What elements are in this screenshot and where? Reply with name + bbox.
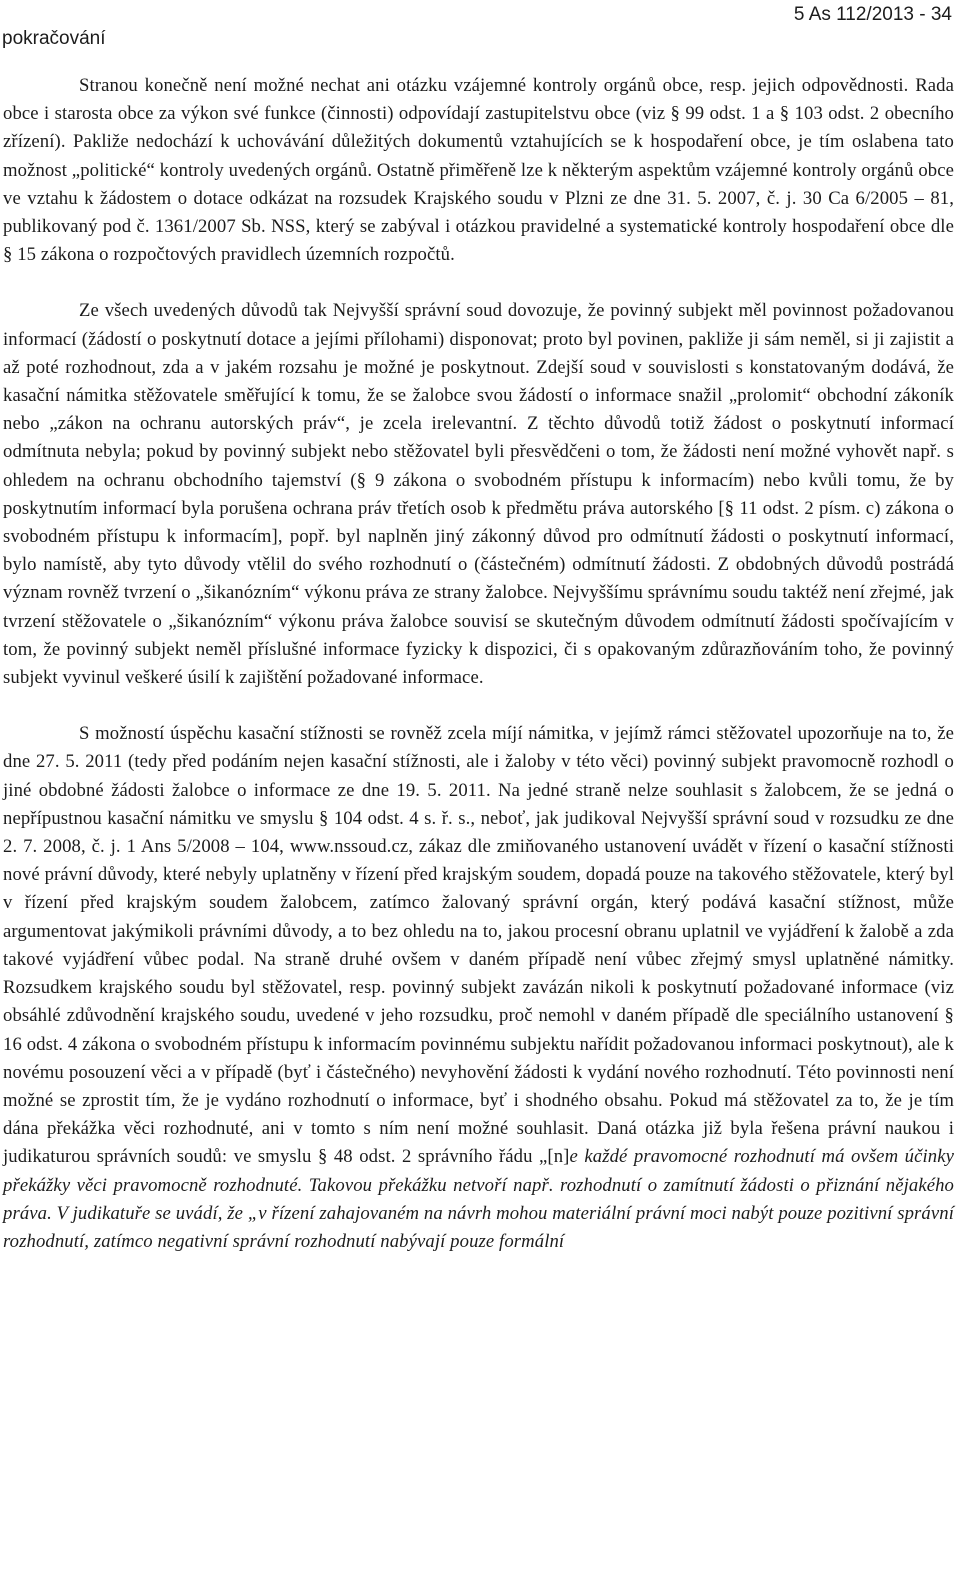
case-number: 5 As 112/2013 - 34 [793, 4, 952, 25]
paragraph-mutual-control: Stranou konečně není možné nechat ani otázku vzájemné kontroly orgánů obce, resp. jejich odpovědnosti. Rada obce i starosta obce za výkon své funkce (činnosti) odpovídají zastupitelstvu obce (viz § 99 odst. 1 a § 103 odst. 2 obecního zřízení). Pakliže nedochází k uchovávání důležitých dokumentů vztahujících se k hospodaření obce, je tím oslabena tato možnost „politické“ kontroly uvedených orgánů. Ostatně přiměřeně lze k některým aspektům vzájemné kontroly orgánů obce ve vztahu k žádostem o dotace odkázat na rozsudek Krajského soudu v Plzni ze dne 31. 5. 2007, č. j. 30 Ca 6/2005 – 81, publikovaný pod č. 1361/2007 Sb. NSS, který se zabýval i otázkou pravidelné a systematické kontroly hospodaření obce dle § 15 zákona o rozpočtových pravidlech územních rozpočtů. [3, 75, 954, 266]
document-body [3, 72, 954, 1256]
continuation-label: pokračování [2, 28, 106, 49]
paragraph-res-judicata-text: S možností úspěchu kasační stížnosti se rovněž zcela míjí námitka, v jejímž rámci stěžovatel upozorňuje na to, že dne 27. 5. 2011 (tedy před podáním nejen kasační stížnosti, ale i žaloby v této věci) povinný subjekt pravomocně rozhodl o jiné obdobné žádosti žalobce o informace ze dne 19. 5. 2011. Na jedné straně nelze souhlasit s žalobcem, že se jedná o nepřípustnou kasační námitku ve smyslu § 104 odst. 4 s. ř. s., neboť, jak judikoval Nejvyšší správní soud v rozsudku ze dne 2. 7. 2008, č. j. 1 Ans 5/2008 – 104, www.nssoud.cz, zákaz dle zmiňovaného ustanovení uvádět v řízení o kasační stížnosti nové právní důvody, které nebyly uplatněny v řízení před krajským soudem, dopadá pouze na takového stěžovatele, který byl v řízení před krajským soudem žalobcem, zatímco žalovaný správní orgán, který podává kasační stížnost, může argumentovat jakýmikoli právními důvody, a to bez ohledu na to, jakou procesní obranu uplatnil ve vyjádření k žalobě a zda takové vyjádření vůbec podal. Na straně druhé ovšem v daném případě není vůbec zřejmý smysl uplatněné námitky. Rozsudkem krajského soudu byl stěžovatel, resp. povinný subjekt zavázán nikoli k poskytnutí požadované informace (viz obsáhlé zdůvodnění krajského soudu, uvedené v jeho rozsudku, proč nemohl v daném případě dle speciálního ustanovení § 16 odst. 4 zákona o svobodném přístupu k informacím povinnému subjektu nařídit požadovanou informaci poskytnout), ale k novému posouzení věci a v případě (byť i částečného) nevyhovění žádosti k vydání nového rozhodnutí. Této povinnosti není možné se zprostit tím, že je vydáno rozhodnutí o informace, byť i shodného obsahu. Pokud má stěžovatel za to, že je tím dána překážka věci rozhodnuté, ani v tomto s ním není možné souhlasit. Daná otázka již byla řešena právní naukou i judikaturou správních soudů: ve smyslu § 48 odst. 2 správního řádu „[n] [3, 723, 954, 1168]
paragraph-conclusion: Ze všech uvedených důvodů tak Nejvyšší správní soud dovozuje, že povinný subjekt měl povinnost požadovanou informací (žádostí o poskytnutí dotace a jejími přílohami) disponovat; proto byl povinen, pakliže ji sám neměl, si ji zajistit a až poté rozhodnout, zda a v jakém rozsahu je možné je poskytnout. Zdejší soud v souvislosti s konstatovaným dodává, že kasační námitka stěžovatele směřující k tomu, že se žalobce svou žádostí o informace snažil „prolomit“ obchodní zákoník nebo „zákon na ochranu autorských práv“, je zcela irelevantní. Z těchto důvodů totiž žádost o poskytnutí informací odmítnuta nebyla; pokud by povinný subjekt nebo stěžovatel byli přesvědčeni o tom, že žádosti není možné vyhovět např. s ohledem na ochranu obchodního tajemství (§ 9 zákona o svobodném přístupu k informacím) nebo kvůli tomu, že by poskytnutím informací byla porušena ochrana práv třetích osob k předmětu práva autorského [§ 11 odst. 2 písm. c) zákona o svobodném přístupu k informacím], popř. byl naplněn jiný zákonný důvod pro odmítnutí žádosti o poskytnutí informací, bylo namístě, aby tyto důvody vtělil do svého rozhodnutí o (částečném) odmítnutí žádosti. Z obdobných důvodů postrádá význam rovněž tvrzení o „šikanózním“ výkonu práva ze strany žalobce. Nejvyššímu správnímu soudu taktéž není zřejmé, jak tvrzení stěžovatele o „šikanózním“ výkonu práva žalobce souvisí se skutečným důvodem odmítnutí žádosti spočívajícím v tom, že povinný subjekt neměl příslušné informace fyzicky k dispozici, či s opakovaným zdůrazňováním toho, že povinný subjekt vyvinul veškeré úsilí k zajištění požadované informace. [3, 300, 954, 689]
paragraph-res-judicata [3, 720, 954, 1256]
italic-quotation: e každé pravomocné rozhodnutí má ovšem účinky překážky věci pravomocně rozhodnuté. Takovou překážku netvoří např. rozhodnutí o zamítnutí žádosti o přiznání nějakého práva. V judikatuře se uvádí, že „v řízení zahajovaném na návrh mohou materiální právní moci nabýt pouze pozitivní správní rozhodnutí, zatímco negativní správní rozhodnutí nabývají pouze formální [3, 1146, 954, 1252]
